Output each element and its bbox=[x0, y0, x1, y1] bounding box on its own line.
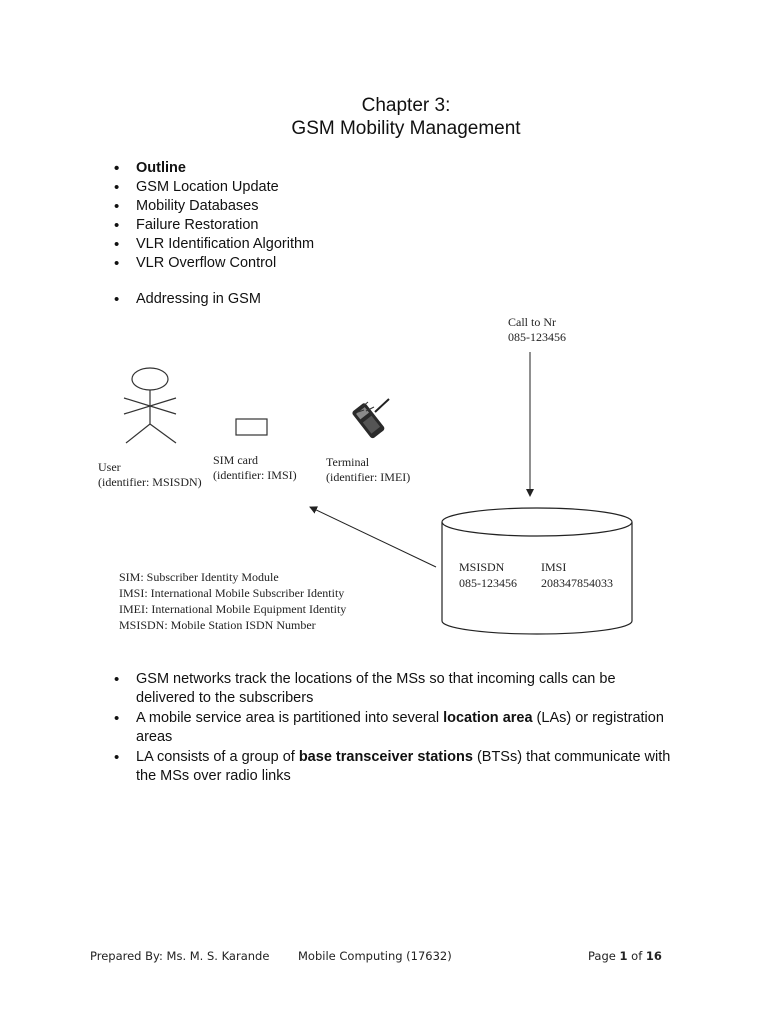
note-bold-term: location area bbox=[443, 710, 533, 726]
note-text: GSM networks track the locations of the MSs so that incoming calls can be delivered to the subscribers bbox=[136, 671, 616, 706]
outline-item: • GSM Location Update bbox=[114, 178, 314, 197]
note-item bbox=[114, 748, 674, 786]
user-identifier: (identifier: MSISDN) bbox=[98, 475, 202, 489]
db-imsi-value: 208347854033 bbox=[541, 576, 613, 590]
mobile-phone-icon bbox=[351, 399, 389, 439]
outline-item: • VLR Identification Algorithm bbox=[114, 235, 314, 254]
terminal-label: Terminal bbox=[326, 455, 370, 469]
call-label: Call to Nr bbox=[508, 315, 556, 329]
legend-line: IMEI: International Mobile Equipment Identity bbox=[119, 602, 347, 616]
note-item bbox=[114, 670, 674, 708]
legend-line: IMSI: International Mobile Subscriber Identity bbox=[119, 586, 345, 600]
page-footer bbox=[0, 946, 768, 966]
outline-heading: • Outline bbox=[114, 159, 314, 178]
legend-line: SIM: Subscriber Identity Module bbox=[119, 570, 279, 584]
user-figure-icon bbox=[124, 368, 176, 443]
db-msisdn-header: MSISDN bbox=[459, 560, 505, 574]
footer-page-current: 1 bbox=[619, 949, 628, 963]
footer-author: Prepared By: Ms. M. S. Karande bbox=[90, 949, 270, 963]
note-text: LA consists of a group of bbox=[136, 749, 299, 765]
footer-page-of: of bbox=[631, 949, 643, 963]
outline-item: • VLR Overflow Control bbox=[114, 254, 314, 273]
page-title: GSM Mobility Management bbox=[291, 118, 521, 139]
db-imsi-header: IMSI bbox=[541, 560, 567, 574]
note-text: (LAs) or registration areas bbox=[136, 710, 664, 745]
outline-item: • Mobility Databases bbox=[114, 197, 314, 216]
user-label: User bbox=[98, 460, 121, 474]
call-number: 085-123456 bbox=[508, 330, 566, 344]
notes-list bbox=[114, 670, 674, 787]
footer-page-word: Page bbox=[588, 949, 616, 963]
note-text: (BTSs) that communicate with the MSs over radio links bbox=[136, 749, 671, 784]
legend-line: MSISDN: Mobile Station ISDN Number bbox=[119, 618, 316, 632]
terminal-identifier: (identifier: IMEI) bbox=[326, 470, 411, 484]
sim-card-icon bbox=[236, 419, 267, 435]
note-bold-term: base transceiver stations bbox=[298, 749, 473, 765]
footer-page-number bbox=[588, 949, 662, 963]
footer-subject: Mobile Computing (17632) bbox=[298, 949, 452, 963]
note-text: A mobile service area is partitioned into several bbox=[136, 710, 444, 726]
note-item bbox=[114, 709, 674, 747]
sim-identifier: (identifier: IMSI) bbox=[213, 468, 297, 482]
sim-label: SIM card bbox=[213, 453, 258, 467]
footer-page-total: 16 bbox=[645, 949, 662, 963]
db-to-sim-arrow bbox=[310, 507, 436, 567]
db-msisdn-value: 085-123456 bbox=[459, 576, 517, 590]
outline-item: • Failure Restoration bbox=[114, 216, 314, 235]
chapter-number: Chapter 3: bbox=[361, 95, 451, 116]
addressing-item: • Addressing in GSM bbox=[114, 290, 261, 309]
